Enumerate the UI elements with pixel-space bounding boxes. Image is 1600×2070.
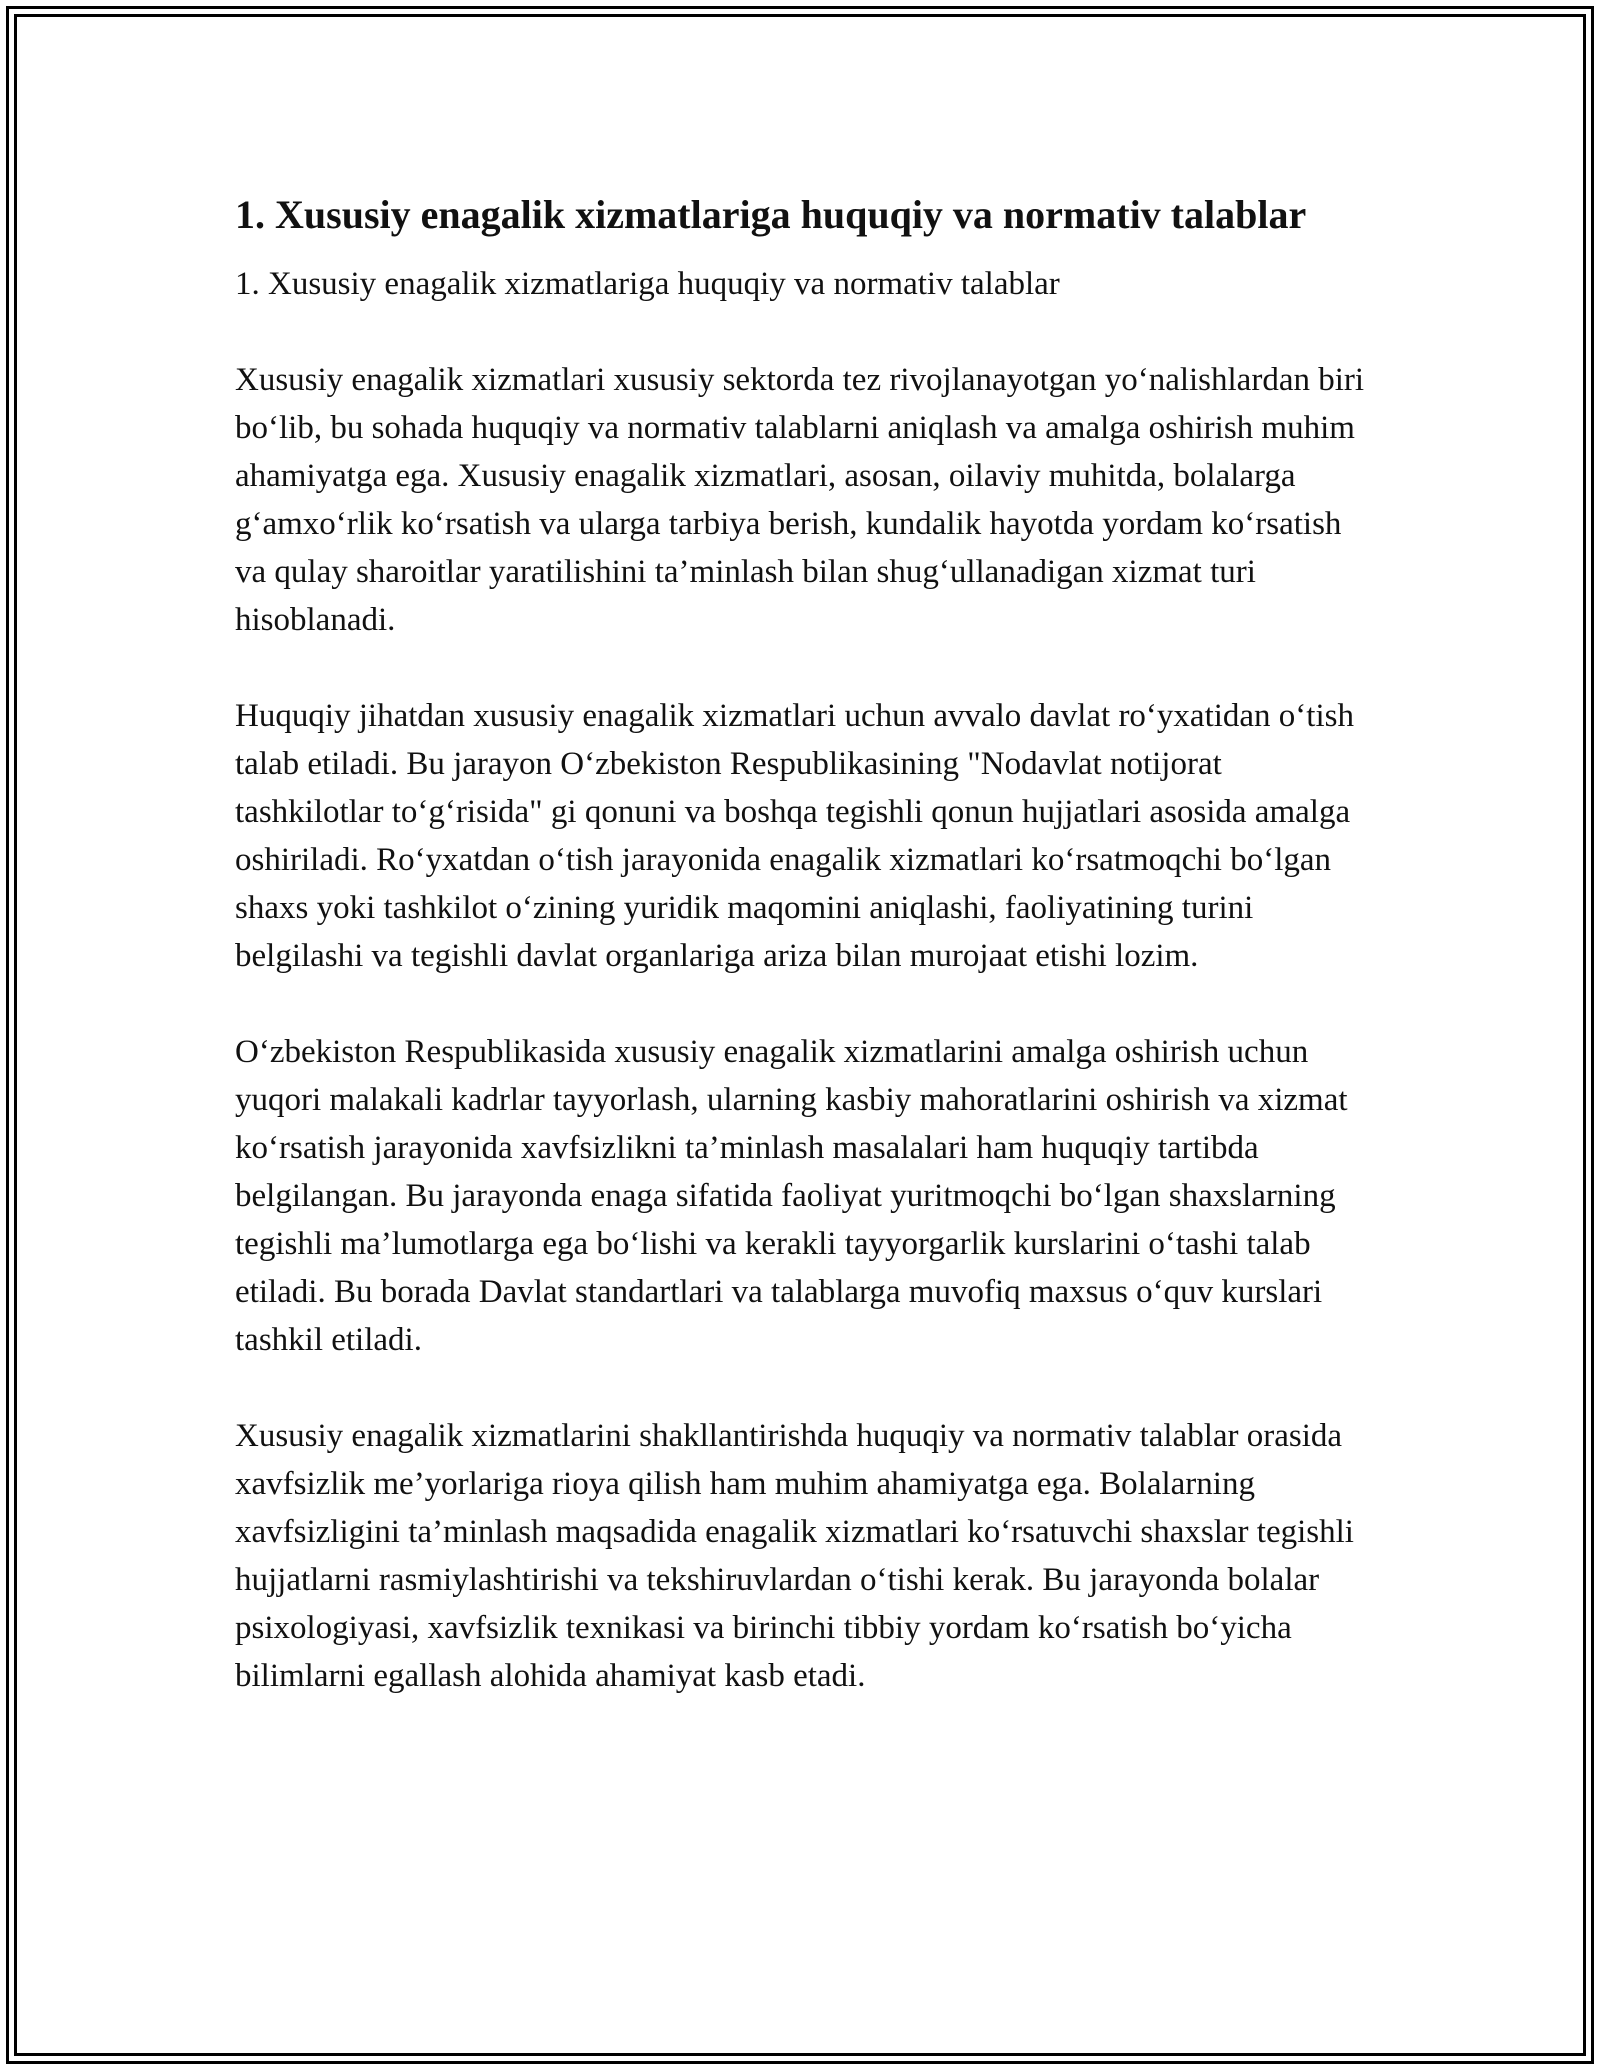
- document-body: [235, 188, 1375, 1748]
- paragraph-1: Xususiy enagalik xizmatlari xususiy sektorda tez rivojlanayotgan yo‘nalishlardan biri bo‘lib, bu sohada huquqiy va normativ talablarni aniqlash va amalga oshirish muhim ahamiyatga ega. Xususiy enagalik xizmatlari, asosan, oilaviy muhitda, bolalarga g‘amxo‘rlik ko‘rsatish va ularga tarbiya berish, kundalik hayotda yordam ko‘rsatish va qulay sharoitlar yaratilishini ta’minlash bilan shug‘ullanadigan xizmat turi hisoblanadi.: [235, 362, 1365, 638]
- document-heading: 1. Xususiy enagalik xizmatlariga huquqiy va normativ talablar: [235, 192, 1307, 237]
- document-subheading: 1. Xususiy enagalik xizmatlariga huquqiy va normativ talablar: [235, 266, 1060, 302]
- paragraph-2: Huquqiy jihatdan xususiy enagalik xizmatlari uchun avvalo davlat ro‘yxatidan o‘tish talab etiladi. Bu jarayon O‘zbekiston Respublikasining "Nodavlat notijorat tashkilotlar to‘g‘risida" gi qonuni va boshqa tegishli qonun hujjatlari asosida amalga oshiriladi. Ro‘yxatdan o‘tish jarayonida enagalik xizmatlari ko‘rsatmoqchi bo‘lgan shaxs yoki tashkilot o‘zining yuridik maqomini aniqlashi, faoliyatining turini belgilashi va tegishli davlat organlariga ariza bilan murojaat etishi lozim.: [235, 698, 1354, 974]
- paragraph-3: O‘zbekiston Respublikasida xususiy enagalik xizmatlarini amalga oshirish uchun yuqori malakali kadrlar tayyorlash, ularning kasbiy mahoratlarini oshirish va xizmat ko‘rsatish jarayonida xavfsizlikni ta’minlash masalalari ham huquqiy tartibda belgilangan. Bu jarayonda enaga sifatida faoliyat yuritmoqchi bo‘lgan shaxslarning tegishli ma’lumotlarga ega bo‘lishi va kerakli tayyorgarlik kurslarini o‘tashi talab etiladi. Bu borada Davlat standartlari va talablarga muvofiq maxsus o‘quv kurslari tashkil etiladi.: [235, 1034, 1348, 1358]
- paragraph-4: Xususiy enagalik xizmatlarini shakllantirishda huquqiy va normativ talablar orasida xavfsizlik me’yorlariga rioya qilish ham muhim ahamiyatga ega. Bolalarning xavfsizligini ta’minlash maqsadida enagalik xizmatlari ko‘rsatuvchi shaxslar tegishli hujjatlarni rasmiylashtirishi va tekshiruvlardan o‘tishi kerak. Bu jarayonda bolalar psixologiyasi, xavfsizlik texnikasi va birinchi tibbiy yordam ko‘rsatish bo‘yicha bilimlarni egallash alohida ahamiyat kasb etadi.: [235, 1418, 1354, 1694]
